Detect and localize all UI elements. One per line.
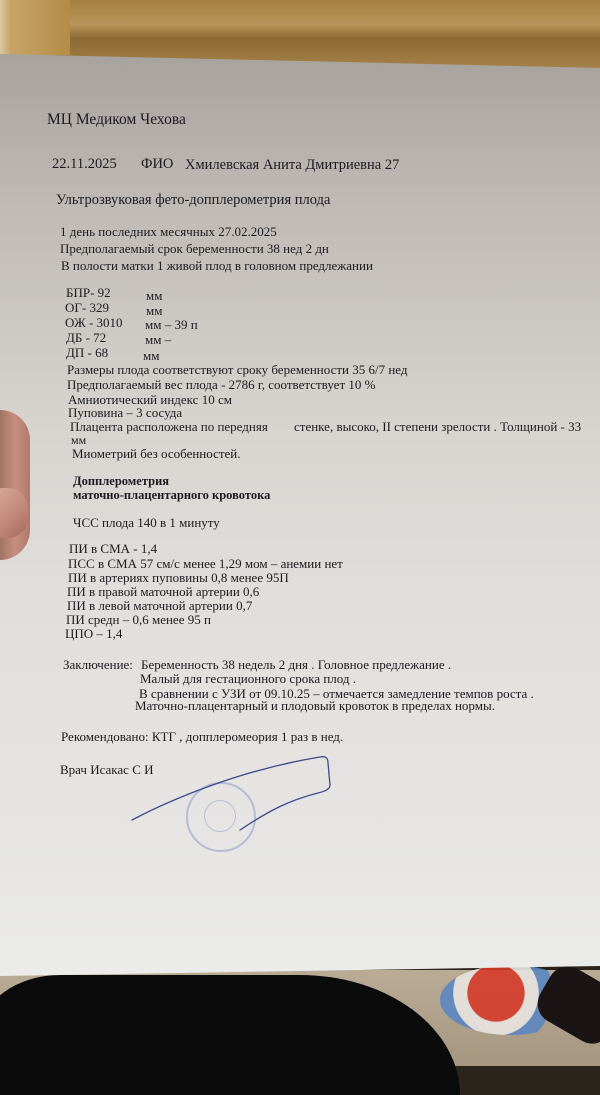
biometry-unit-og: мм	[146, 303, 163, 318]
doppler-subheading: маточно-плацентарного кровотока	[73, 488, 271, 502]
patient-label: ФИО	[141, 156, 174, 172]
conclusion-label: Заключение:	[63, 657, 133, 672]
biometry-label-bpr: БПР- 92	[66, 285, 111, 300]
biometry-unit-db: мм –	[145, 332, 172, 347]
doppler-pi-mean: ПИ средн – 0,6 менее 95 п	[66, 612, 211, 627]
doppler-psv-mca: ПСС в СМА 57 см/с менее 1,29 мом – анемии нет	[68, 556, 343, 571]
biometry-unit-dp: мм	[143, 348, 160, 363]
background-wall	[0, 0, 70, 55]
conclusion-line-1: Беременность 38 недель 2 дня . Головное предлежание .	[141, 657, 452, 672]
report-title: Ультрозвуковая фето-допплерометрия плода	[56, 192, 331, 208]
biometry-unit-bpr: мм	[146, 288, 163, 303]
doppler-pi-umbilical: ПИ в артериях пуповины 0,8 менее 95П	[68, 570, 289, 585]
patient-name: Хмилевская Анита Дмитриевна 27	[185, 157, 400, 173]
doppler-pi-right-uterine: ПИ в правой маточной артерии 0,6	[67, 584, 260, 599]
biometry-label-ozh: ОЖ - 3010	[65, 315, 123, 330]
doppler-heading: Допплерометрия	[73, 474, 170, 488]
last-period-line: 1 день последних месячных 27.02.2025	[60, 224, 277, 239]
report-date: 22.11.2025	[52, 156, 117, 172]
doppler-cpr: ЦПО – 1,4	[65, 626, 123, 641]
doppler-pi-left-uterine: ПИ в левой маточной артерии 0,7	[67, 598, 253, 613]
fetus-presentation-line: В полости матки 1 живой плод в головном предлежании	[61, 258, 373, 273]
doctor-name: Врач Исакас С И	[60, 762, 154, 777]
biometry-label-db: ДБ - 72	[66, 330, 107, 345]
doppler-pi-mca: ПИ в СМА - 1,4	[69, 541, 158, 556]
conclusion-line-2: Малый для гестационного срока плод .	[140, 671, 357, 686]
myometrium-line: Миометрий без особенностей.	[72, 446, 241, 461]
placenta-line-part2: стенке, высоко, II степени зрелости . Толщиной - 33	[294, 419, 582, 434]
amniotic-index-line: Амниотический индекс 10 см	[68, 392, 232, 407]
biometry-label-og: ОГ- 329	[65, 300, 109, 315]
recommendation: Рекомендовано: КТГ , допплеромеория 1 раз в нед.	[61, 729, 344, 744]
biometry-label-dp: ДП - 68	[66, 345, 109, 360]
umbilical-cord-line: Пуповина – 3 сосуда	[68, 405, 183, 420]
fetal-heart-rate: ЧСС плода 140 в 1 минуту	[73, 515, 220, 530]
conclusion-line-3: В сравнении с УЗИ от 09.10.25 – отмечается замедление темпов роста .	[139, 686, 534, 701]
clinic-name: МЦ Медиком Чехова	[47, 111, 186, 128]
biometry-unit-ozh: мм – 39 п	[145, 317, 198, 332]
gestational-age-line: Предполагаемый срок беременности 38 нед 2 дн	[60, 241, 329, 256]
conclusion-line-4: Маточно-плацентарный и плодовый кровоток в пределах нормы.	[135, 698, 495, 713]
fetal-weight-line: Предполагаемый вес плода - 2786 г, соответствует 10 %	[67, 377, 376, 392]
doctor-signature-icon	[130, 745, 360, 835]
placenta-line-part1: Плацента расположена по передняя	[70, 419, 268, 434]
fetal-size-line: Размеры плода соответствуют сроку беременности 35 6/7 нед	[67, 362, 408, 377]
placenta-thickness-unit: мм	[71, 433, 87, 447]
